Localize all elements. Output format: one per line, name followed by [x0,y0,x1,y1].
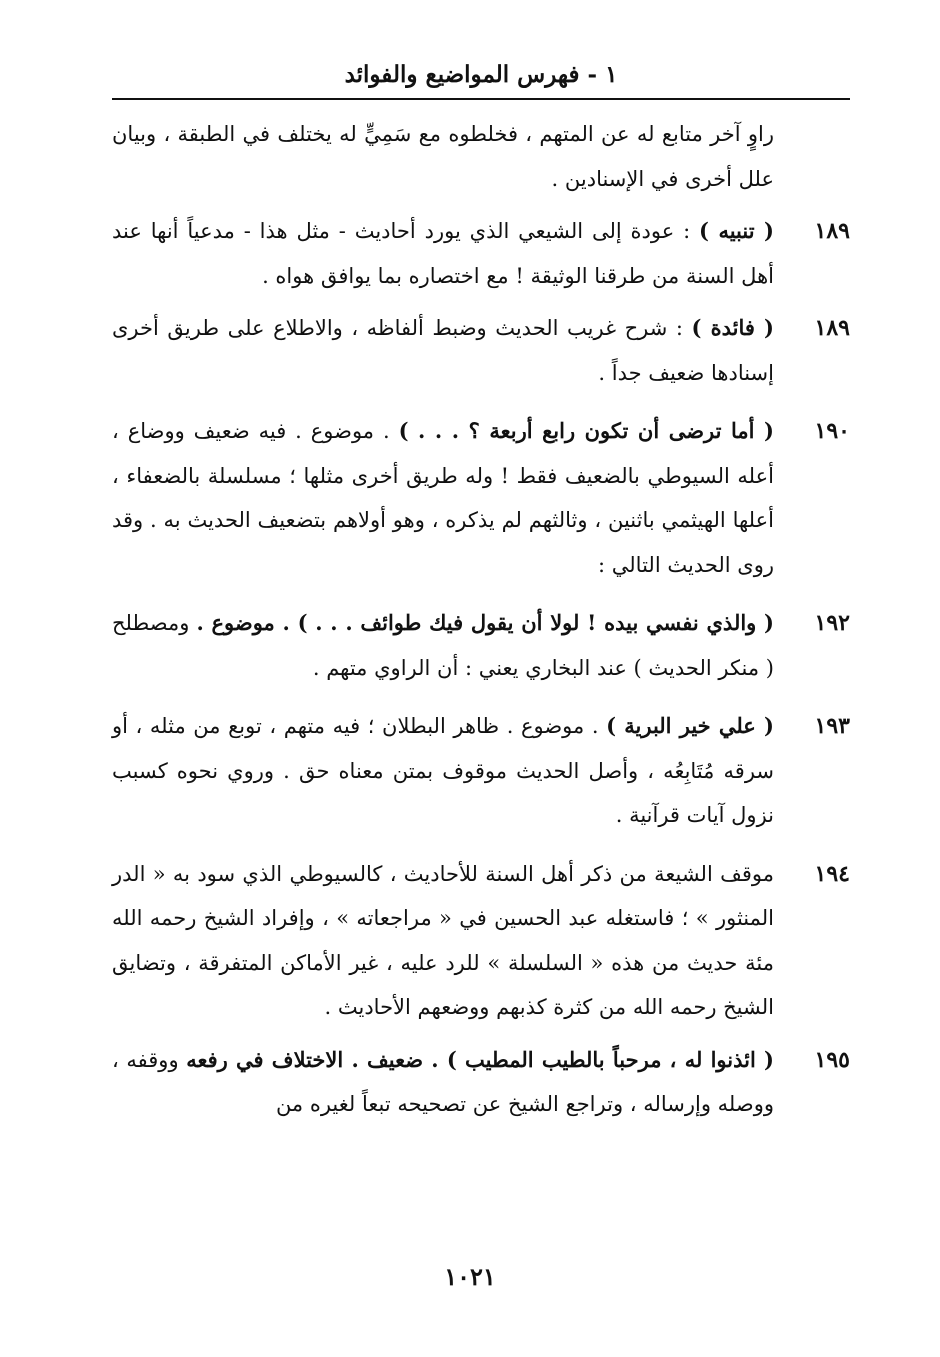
entry-text: . موضوع . فيه ضعيف ووضاع ، أعله السيوطي بالضعيف فقط ! وله طريق أخرى مثلها ؛ مسلسلة بالضعفاء ، أعلها الهيثمي باثنين ، وثالثهم لم يذكره ، وهو أولاهم بتضعيف الحديث به . وقد روى الحديث التالي : [112,419,774,577]
entry-text: راوٍ آخر متابع له عن المتهم ، فخلطوه مع سَمِيٍّ له يختلف في الطبقة ، وبيان علل أخرى في الإسنادين . [112,122,774,191]
entry-text: . موضوع . ظاهر البطلان ؛ فيه متهم ، توبع من مثله ، أو سرقه مُتَابِعُه ، وأصل الحديث موقوف بمتن معناه حق . وروي نحوه كسبب نزول آيات قرآنية . [112,714,774,827]
entry-number: ١٩٠ [814,418,850,444]
entry-heading: ( ائذنوا له ، مرحباً بالطيب المطيب ) . ضعيف . الاختلاف في رفعه [186,1046,774,1072]
entry-heading: ( تنبيه ) [699,218,774,243]
index-entry [112,409,850,587]
index-entry [112,704,850,838]
index-entry [112,852,850,1030]
entry-number: ١٨٩ [814,218,850,244]
entry-number: ١٩٣ [814,713,850,739]
entry-heading: ( أما ترضى أن تكون رابع أربعة ؟ . . . ) [398,418,774,443]
entry-heading: ( علي خير البرية ) [606,713,774,738]
header-rule [112,98,850,100]
header-title: ١ - فهرس المواضيع والفوائد [344,61,618,88]
index-entry [112,1038,850,1127]
entry-text: : عودة إلى الشيعي الذي يورد أحاديث - مثل هذا - مدعياً أنها عند أهل السنة من طرقنا الوثيقة ! مع اختصاره بما يوافق هواه . [112,219,774,288]
index-entry [112,209,850,298]
entry-text: ومصطلح ( منكر الحديث ) عند البخاري يعني : أن الراوي متهم . [112,611,774,680]
page-number: ١٠٢١ [444,1262,496,1291]
entry-number: ١٩٥ [814,1046,850,1073]
running-header [112,58,850,98]
entry-number: ١٩٢ [814,610,850,636]
entry-number: ١٩٤ [814,860,850,887]
index-entry [112,306,850,395]
index-entry [112,601,850,690]
index-entries [112,112,850,1127]
entry-text: موقف الشيعة من ذكر أهل السنة للأحاديث ، كالسيوطي الذي سود به « الدر المنثور » ؛ فاستغله عبد الحسين في « مراجعاته » ، وإفراد الشيخ رحمه الله مئة حديث من هذه « السلسلة » للرد عليه ، غير الأماكن المتفرقة ، وتضايق الشيخ رحمه الله من كثرة كذبهم ووضعهم الأحاديث . [112,861,774,1019]
index-entry [112,112,850,201]
entry-text: : شرح غريب الحديث وضبط ألفاظه ، والاطلاع على طريق أخرى إسنادها ضعيف جداً . [112,316,774,385]
entry-text: ووقفه ، ووصله وإرساله ، وتراجع الشيخ عن تصحيحه تبعاً لغيره من [112,1047,774,1116]
entry-heading: ( والذي نفسي بيده ! لولا أن يقول فيك طوائف . . . ) . موضوع . [196,610,774,635]
entry-number: ١٨٩ [814,315,850,341]
entry-heading: ( فائدة ) [691,315,774,340]
